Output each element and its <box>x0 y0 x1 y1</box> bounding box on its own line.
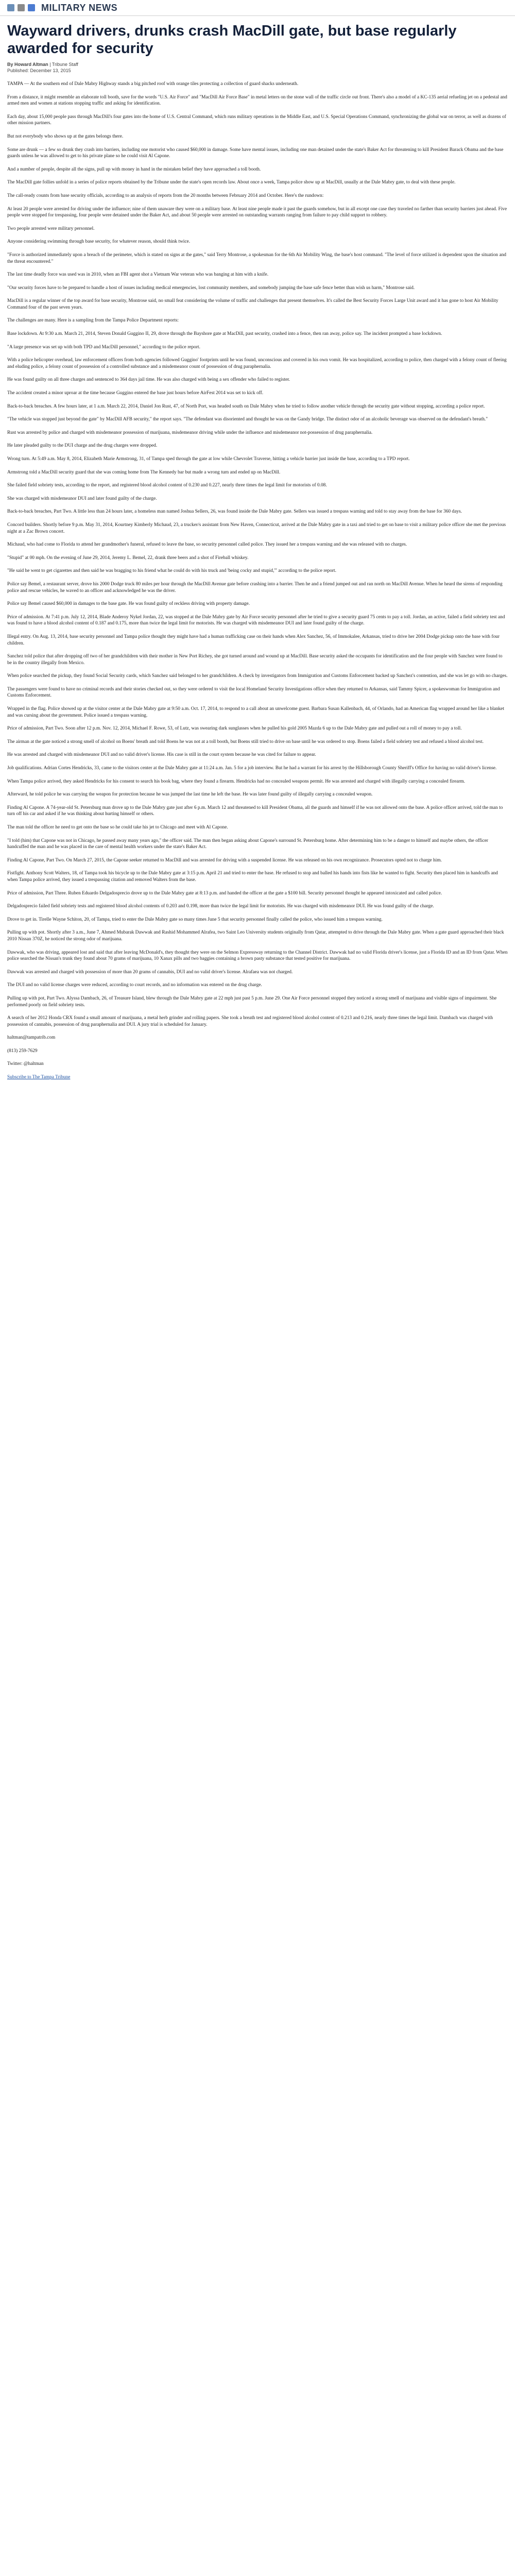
author-twitter[interactable]: Twitter: @haltman <box>7 1061 44 1067</box>
article-paragraph: Price of admission, Part Three. Ruben Eduardo Delgadosprecio drove up to the Dale Mabry gate at 8:13 p.m. and handed the officer at the gate a $100 bill. Security personnel thought he appeared intoxicated and called police. <box>7 890 442 896</box>
article-paragraph: Anyone considering swimming through base security, for whatever reason, should think twice. <box>7 239 191 245</box>
article-paragraph: Base lockdown. At 9:30 a.m. March 21, 2014, Steven Donald Guggino II, 29, drove through the Bayshore gate at MacDill, past security, crashed into a fence, then ran away, police say. The incident prompted a base lockdown. <box>7 331 442 337</box>
article-paragraph: "Force is authorized immediately upon a breach of the perimeter, which is stated on signs at the gates," said Terry Montrose, a spokesman for the 6th Air Mobility Wing, the base's host command. "The level of force utilized is dependent upon the situation and the threat encountered." <box>7 252 506 264</box>
article-paragraph: He was found guilty on all three charges and sentenced to 364 days jail time. He was also charged with being a sex offender who failed to register. <box>7 377 290 383</box>
header-bar <box>0 0 515 16</box>
article-paragraph: From a distance, it might resemble an elaborate toll booth, save for the words "U.S. Air Force" and "MacDill Air Force Base" in metal letters on the stone wall of the traffic circle out front. There's also a model of a KC-135 aerial refueling jet on a pedestal and armed men and women at stations stopping traffic and asking for identification. <box>7 94 507 107</box>
article-paragraph: Price of admission. At 7:41 p.m. July 12, 2014, Blade Anderoy Nykel Jordan, 22, was stopped at the Dale Mabry gate by Air Force security personnel after he tried to give a security guard 75 cents to pay a toll. Jordan, an active, failed a field sobriety test and was found to have a blood alcohol content of 0.187 and 0.175, more than twice the legal limit for motorists. He was charged with misdemeanor DUI and later found guilty of the charge. <box>7 614 505 626</box>
byline-date: Published: December 13, 2015 <box>7 68 71 73</box>
article-paragraph: The challenges are many. Here is a sampling from the Tampa Police Department reports: <box>7 318 179 324</box>
article-paragraph: The last time deadly force was used was in 2010, when an FBI agent shot a Vietnam War veteran who was banging at him with a knife. <box>7 272 269 278</box>
article-paragraph: Delgadosprecio failed field sobriety tests and registered blood alcohol contents of 0.203 and 0.198, more than twice the legal limit for motorists. He was charged with misdemeanor DUI. He was found guilty of the charge. <box>7 904 434 909</box>
article-paragraph: The passengers were found to have no criminal records and their stories checked out, so they were ordered to visit the local Homeland Security Investigations office when they returned to Arkansas, said Tammy Spicer, a spokeswoman for Immigration and Customs Enforcement. <box>7 686 500 699</box>
article-paragraph: Fistfight. Anthony Scott Walters, 18, of Tampa took his bicycle up to the Dale Mabry gate at 3:15 p.m. April 21 and tried to enter the base. He refused to stop and balled his hands into fists like he wanted to fight. Security then placed him in handcuffs and when Tampa police arrived, they issued a trespassing citation and removed Walters from the base. <box>7 871 498 883</box>
article-paragraph: When Tampa police arrived, they asked Hendricks for his consent to search his book bag, where they found a firearm. Hendricks had no concealed weapons permit. He was arrested and charged with illegally carrying a concealed firearm. <box>7 778 466 784</box>
article-paragraph: He was arrested and charged with misdemeanor DUI and no valid driver's license. His case is still in the court system because he was cited for failure to appear. <box>7 752 316 758</box>
author-phone: (813) 259-7629 <box>7 1048 38 1054</box>
article-paragraph: Job qualifications. Adrian Cortes Hendricks, 33, came to the visitors center at the Dale Mabry gate at 11:24 a.m. Jan. 5 for a job interview. But he had a warrant for his arrest by the Hillsborough County Sheriff's Office for having no valid driver's license. <box>7 766 497 771</box>
article-paragraph: She was charged with misdemeanor DUI and later found guilty of the charge. <box>7 496 157 501</box>
article-paragraph: She failed field sobriety tests, according to the report, and registered blood alcohol content of 0.230 and 0.227, nearly three times the legal limit for motorists of 0.08. <box>7 483 327 488</box>
print-icon[interactable] <box>18 4 25 11</box>
article-paragraph: The accident created a minor uproar at the time because Guggino entered the base just hours before AirFest 2014 was set to kick off. <box>7 391 264 396</box>
article-paragraph: Price of admission, Part Two. Soon after 12 p.m. Nov. 12, 2014, Michael F. Rowe, 53, of Lutz, was swearing dark sunglasses when he pulled his gold 2005 Mazda 6 up to the Dale Mabry gate and pulled out a roll of money to pay a toll. <box>7 726 462 732</box>
article-paragraph: Wrapped in the flag. Police showed up at the visitor center at the Dale Mabry gate at 9:50 a.m. Oct. 17, 2014, to respond to a call about an unwelcome guest. Barbara Susan Kallenbach, 44, of Orlando, had an American flag wrapped around her like a blanket and was cursing about the government. Police issued a trespass warning. <box>7 706 504 718</box>
article-paragraph: "He said he went to get cigarettes and then said he was bragging to his friend what he could do with his truck and 'being cocky and stupid,'" according to the police report. <box>7 568 336 574</box>
article-paragraph: "I told (him) that Capone was not in Chicago, he passed away many years ago," the officer said. The man then began asking about Capone's surround St. Petersburg home. After determining him to be a danger to himself and maybe others, the officer handcuffed the man and he was placed in the care of mental health workers under the state's Baker Act. <box>7 838 488 850</box>
article-paragraph: Back-to-back breaches. A few hours later, at 1 a.m. March 22, 2014, Daniel Jon Rust, 47, of North Port, was headed south on Dale Mabry when he tried to follow another vehicle through the security gate without stopping, according a police report. <box>7 403 485 409</box>
article-paragraph: Drove to get in. Tirelle Wayne Schiton, 20, of Tampa, tried to enter the Dale Mabry gate so many times June 5 that security personnel finally called the police, who issued him a trespass warning. <box>7 917 383 922</box>
article-paragraph: Wrong turn. At 5:49 a.m. May 8, 2014, Elizabeth Marie Armstrong, 31, of Tampa sped through the gate at low while Chevrolet Traverse, hitting a vehicle barrier just inside the base, according to a TPD report. <box>7 456 410 462</box>
article-paragraph: He later pleaded guilty to the DUI charge and the drug charges were dropped. <box>7 443 158 449</box>
article-paragraph: Police say Bemel, a restaurant server, drove his 2000 Dodge truck 80 miles per hour through the MacDill Avenue gate before crashing into a barrier. Then he and a friend jumped out and ran north on MacDill Avenue. When he heard the sirens of responding police and rescue vehicles, he waved to an officer and acknowledged he was the driver. <box>7 581 503 594</box>
share-icon[interactable] <box>28 4 35 11</box>
article <box>0 16 515 1081</box>
article-paragraph: The airman at the gate noticed a strong smell of alcohol on Boens' breath and told Boens he was not at a toll booth, but Boens still tried to drive on base until he was ordered to stop. Boens failed a field sobriety test and refused a blood alcohol test. <box>7 739 484 744</box>
article-paragraph: Afterward, he told police he was carrying the weapon for protection because he was jumped the last time he left the base. He was later found guilty of illegally carrying a concealed weapon. <box>7 792 373 798</box>
article-paragraph: "The vehicle was stopped just beyond the gate" by MacDill AFB security," the report says. "The defendant was disoriented and thought he was on the Gandy bridge. The distinct odor of an alcoholic beverage was observed on the defendant's breath." <box>7 417 488 422</box>
article-paragraph: A search of her 2012 Honda CRX found a small amount of marijuana, a metal herb grinder and rolling papers. She took a breath test and registered blood alcohol content of 0.213 and 0.216, nearly three times the legal limit. Dambach was charged with possession of cannabis, possession of drug paraphernalia and DUI. A jury trial is scheduled for January. <box>7 1015 493 1027</box>
article-paragraph: Finding Al Capone. A 74-year-old St. Petersburg man drove up to the Dale Mabry gate just after 6 p.m. March 12 and threatened to kill President Obama, all the guards and himself if he was not allowed onto the base. A police officer arrived, told the man to turn off his car and asked if he was thinking about hurting himself or others. <box>7 805 503 817</box>
article-body <box>7 81 508 1028</box>
byline-author: By Howard Altman <box>7 62 48 67</box>
article-footer <box>7 1035 508 1080</box>
article-paragraph: The call-ready counts from base security officials, according to an analysis of reports from the 20 months between February 2014 and October. Here's the rundown: <box>7 193 324 198</box>
headline: Wayward drivers, drunks crash MacDill gate, but base regularly awarded for security <box>7 23 457 57</box>
article-paragraph: Pulling up with pot, Part Two. Alyssa Dambach, 26, of Treasure Island, blew through the Dale Mabry gate at 22 mph just past 5 p.m. June 29. One Air Force personnel stopped they noticed a strong smell of marijuana and visible signs of impairment. She performed poorly on field sobriety tests. <box>7 995 497 1008</box>
article-paragraph: MacDill is a regular winner of the top award for base security, Montrose said, no small feat considering the volume of traffic and challenges that present themselves. It's called the Best Security Forces Large Unit award and it has gone to host Air Mobility Command four of the past seven years. <box>7 298 499 310</box>
article-paragraph: Finding Al Capone, Part Two. On March 27, 2015, the Capone seeker returned to MacDill and was arrested for driving with a suspended license. He was released on his own recognizance. Prosecutors opted not to charge him. <box>7 857 442 863</box>
article-paragraph: But not everybody who shows up at the gates belongs there. <box>7 133 124 139</box>
article-paragraph: Dawwak, who was driving, appeared lost and said that after leaving McDonald's, they thought they were on the Selmon Expressway returning to the Channel District. Dawwak had no valid Florida driver's license, just a Florida ID and an ID from Qatar. When police searched the Nissan's trunk they found about 70 grams of marijuana, 10 Xanax pills and two baggies containing a brown pasty substance that tested positive for marijuana. <box>7 950 508 962</box>
article-paragraph: TAMPA — At the southern end of Dale Mabry Highway stands a big pitched roof with orange tiles protecting a collection of guard shacks underneath. <box>7 81 299 87</box>
article-paragraph: "Stupid" at 00 mph. On the evening of June 29, 2014, Jeremy L. Bemel, 22, drank three beers and a shot of Fireball whiskey. <box>7 555 249 561</box>
article-paragraph: Concord builders. Shortly before 9 p.m. May 31, 2014, Kourtney Kimberly Michaud, 23, a trucker/s assistant from New Haven, Connecticut, arrived at the Dale Mabry gate in a taxi and tried to get on base to visit a military police officer she met the previous night at a Zac Brown concert. <box>7 522 506 534</box>
email-icon[interactable] <box>7 4 14 11</box>
article-paragraph: Illegal entry. On Aug. 13, 2014, base security personnel and Tampa police thought they might have had a human trafficking case on their hands when Alex Sanchez, 56, of Immokalee, Arkansas, tried to drive her 2004 Dodge pickup onto the base with four children. <box>7 634 500 646</box>
article-paragraph: "Our security forces have to be prepared to handle a host of issues including medical emergencies, lost community members, and somebody jumping the base safe fence better than wish us harm," Montrose said. <box>7 285 415 291</box>
article-paragraph: With a police helicopter overhead, law enforcement officers from both agencies followed Guggino' footprints until he was found, unconscious and covered in his own vomit. He was hospitalized, according to police, then charged with a felony count of fleeing and eluding police, a felony count of possession of a controlled substance and a misdemeanor count of possession of drug paraphernalia. <box>7 358 507 369</box>
byline-source: | Tribune Staff <box>48 62 78 67</box>
byline <box>7 61 508 74</box>
article-paragraph: Rust was arrested by police and charged with misdemeanor possession of marijuana, misdemeanor driving while under the influence and misdemeanor not-possession of drug paraphernalia. <box>7 430 373 435</box>
subscribe-link[interactable]: Subscribe to The Tampa Tribune <box>7 1075 71 1080</box>
author-email[interactable]: haltman@tampatrib.com <box>7 1035 56 1041</box>
article-paragraph: Some are drunk — a few so drunk they crash into barriers, including one motorist who caused $60,000 in damage. Some have mental issues, including one man detained under the state's Baker Act for threatening to kill President Barack Obama and the base guards unless he was allowed to get to his private plane so he could visit Al Capone. <box>7 147 504 159</box>
article-paragraph: Dawwak was arrested and charged with possession of more than 20 grams of cannabis, DUI and no valid driver's license. Alrafaea was not charged. <box>7 969 293 975</box>
article-paragraph: When police searched the pickup, they found Social Security cards, which Sanchez said belonged to her grandchildren. A check by investigators from Immigration and Customs Enforcement backed up Sanchez's contention, and she was let go with no charges. <box>7 673 508 679</box>
article-paragraph: Armstrong told a MacDill security guard that she was coming home from The Kennedy bar but made a wrong turn and ended up on MacDill. <box>7 469 281 475</box>
article-paragraph: And a number of people, despite all the signs, pull up with money in hand in the mistaken belief they have approached a toll booth. <box>7 166 261 172</box>
article-paragraph: Sanchez told police that after dropping off two of her grandchildren with their mother in New Port Richey, she got turned around and wound up at MacDill. Base security asked the occupants for identification and the four people with Sanchez were found to be in the country illegally from Mexico. <box>7 654 503 666</box>
section-title: MILITARY NEWS <box>41 2 118 13</box>
article-paragraph: The MacDill gate follies unfold in a series of police reports obtained by the Tribune under the state's open records law. About once a week, Tampa police show up at MacDill, usually at the Dale Mabry gate, to deal with these people. <box>7 180 456 185</box>
article-paragraph: Pulling up with pot. Shortly after 3 a.m., June 7, Ahmed Mubarak Dawwak and Rashid Mohammed Alrafea, two Saint Leo University students originally from Qatar, attempted to drive through the Dale Mabry gate. When a gate guard approached their black 2010 Nissan 370Z, he noticed the strong odor of marijuana. <box>7 930 504 942</box>
article-paragraph: Each day, about 15,000 people pass through MacDill's four gates into the home of U.S. Central Command, which runs military operations in the Middle East, and U.S. Special Operations Command, synchronizing the global war on terror, as well as dozens of other mission partners. <box>7 114 506 126</box>
article-paragraph: The DUI and no valid license charges were reduced, according to court records, and no information was entered on the drug charge. <box>7 982 262 988</box>
article-paragraph: Police say Bemel caused $60,000 in damages to the base gate. He was found guilty of reckless driving with property damage. <box>7 601 250 607</box>
article-paragraph: Michaud, who had come to Florida to attend her grandmother's funeral, refused to leave the base, so security personnel called police. They issued her a trespass warning and she was released with no charges. <box>7 542 407 548</box>
article-paragraph: "A large presence was set up with both TPD and MacDill personnel," according to the police report. <box>7 344 200 350</box>
article-paragraph: At least 20 people were arrested for driving under the influence; nine of them unaware they were on a military base. At least nine people made it past the guards somehow, but in all except one case they traveled no farther than security barriers just ahead. Five people were stopped for trespassing, four people were detained under the Baker Act, and about 50 people were arrested on outstanding warrants ranging from failure to pay child support to robbery. <box>7 206 507 218</box>
article-paragraph: Back-to-back breaches, Part Two. A little less than 24 hours later, a homeless man named Joshua Sellers, 26, was found inside the Dale Mabry gate. Sellers was issued a trespass warning and told to stay away from the base for 360 days. <box>7 509 462 515</box>
article-paragraph: The man told the officer he need to get onto the base so he could take his jet to Chicago and meet with Al Capone. <box>7 825 228 830</box>
article-paragraph: Two people arrested were military personnel. <box>7 226 95 231</box>
share-tools <box>7 4 35 11</box>
